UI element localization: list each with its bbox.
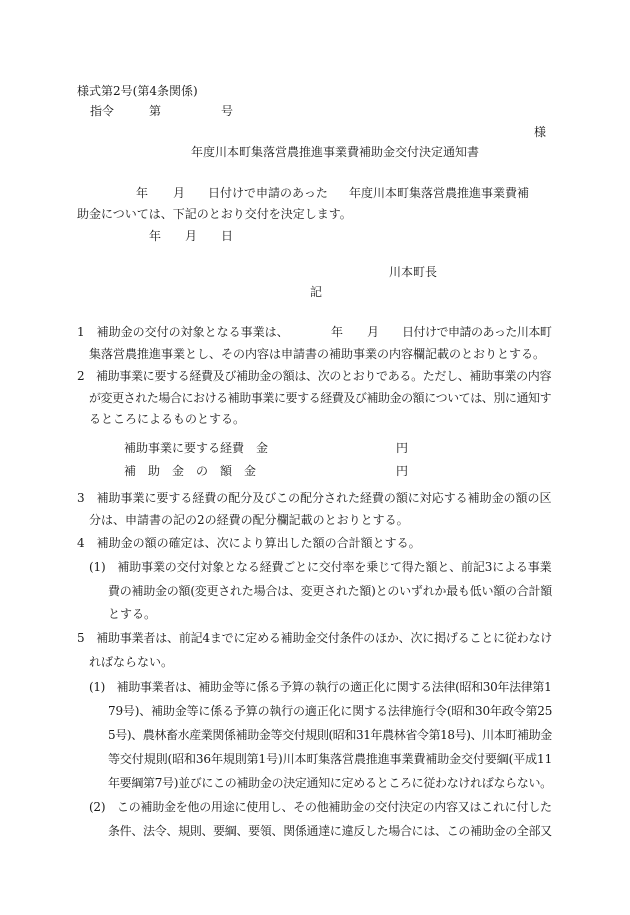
- item-1-text-b: 日付けで申請のあった川本町: [402, 325, 552, 339]
- date-month-label: 月: [185, 229, 198, 243]
- item-4-1-text-c: とする。: [108, 607, 157, 621]
- cost-label: 補助事業に要する経費 金: [124, 441, 269, 455]
- item-5-text-a: 5 補助事業者は、前記4までに定める補助金交付条件のほか、次に掲げることに従わなけ: [77, 631, 553, 645]
- item-5-1-text-d: 等交付規則(昭和36年規則第1号)川本町集落営農推進事業費補助金交付要綱(平成11: [108, 752, 553, 766]
- item-5-1-text-a: (1) 補助事業者は、補助金等に係る予算の執行の適正化に関する法律(昭和30年法律第1: [89, 680, 552, 694]
- intro-year-label: 年: [136, 186, 149, 200]
- item-2-text-b: が変更された場合における補助事業に要する経費及び補助金の額については、別に通知す: [89, 391, 552, 405]
- intro-month-label: 月: [173, 186, 186, 200]
- item-5-1-text-e: 年要綱第7号)並びにこの補助金の決定通知に定めるところに従わなければならない。: [108, 776, 552, 790]
- item-5-1-text-b: 79号)、補助金等に係る予算の執行の適正化に関する法律施行令(昭和30年政令第25: [108, 704, 553, 718]
- item-2-text-a: 2 補助事業に要する経費及び補助金の額は、次のとおりである。ただし、補助事業の内容: [77, 369, 552, 383]
- intro-text-1-tail: 年度川本町集落営農推進事業費補: [349, 186, 530, 200]
- item-4-1-text-b: 費の補助金の額(変更された場合は、変更された額)とのいずれか最も低い額の合計額: [108, 584, 553, 598]
- date-year-label: 年: [149, 229, 162, 243]
- document-title: 年度川本町集落営農推進事業費補助金交付決定通知書: [191, 145, 480, 159]
- item-5-2-text-a: (2) この補助金を他の用途に使用し、その他補助金の交付決定の内容又はこれに付した: [89, 800, 552, 814]
- form-number: 様式第2号(第4条関係): [77, 84, 198, 98]
- item-5-1-text-c: 5号)、農林畜水産業関係補助金等交付規則(昭和31年農林省令第18号)、川本町補助金: [108, 728, 552, 742]
- item-2-text-c: るところによるものとする。: [89, 412, 246, 426]
- dai-label: 第: [149, 104, 162, 118]
- go-label: 号: [221, 104, 234, 118]
- item-1-year-label: 年: [331, 325, 344, 339]
- intro-text-1: 日付けで申請のあった: [208, 186, 328, 200]
- amount-unit: 円: [396, 464, 409, 478]
- item-5-2-text-b: 条件、法令、規則、要綱、要領、関係通達に違反した場合には、この補助金の全部又: [108, 824, 552, 838]
- item-5-text-b: ればならない。: [89, 655, 174, 669]
- item-1-text-a: 1 補助金の交付の対象となる事業は、: [77, 325, 289, 339]
- intro-text-2: 助金については、下記のとおり交付を決定します。: [77, 207, 352, 221]
- date-day-label: 日: [221, 229, 234, 243]
- issuer-name: 川本町長: [389, 265, 438, 279]
- cost-unit: 円: [396, 441, 409, 455]
- item-4-text: 4 補助金の額の確定は、次により算出した額の合計額とする。: [77, 536, 421, 550]
- item-3-text-a: 3 補助事業に要する経費の配分及びこの配分された経費の額に対応する補助金の額の区: [77, 491, 552, 505]
- item-1-month-label: 月: [367, 325, 380, 339]
- ki-heading: 記: [310, 285, 323, 299]
- item-3-text-b: 分は、申請書の記の2の経費の配分欄記載のとおりとする。: [89, 513, 409, 527]
- shirei-label: 指令: [90, 104, 115, 118]
- item-4-1-text-a: (1) 補助事業の交付対象となる経費ごとに交付率を乗じて得た額と、前記3による事業: [89, 560, 552, 574]
- item-1-text-c: 集落営農推進事業とし、その内容は申請書の補助事業の内容欄記載のとおりとする。: [89, 347, 546, 361]
- addressee-suffix: 様: [534, 125, 547, 139]
- amount-label: 補 助 金 の 額 金: [124, 464, 257, 478]
